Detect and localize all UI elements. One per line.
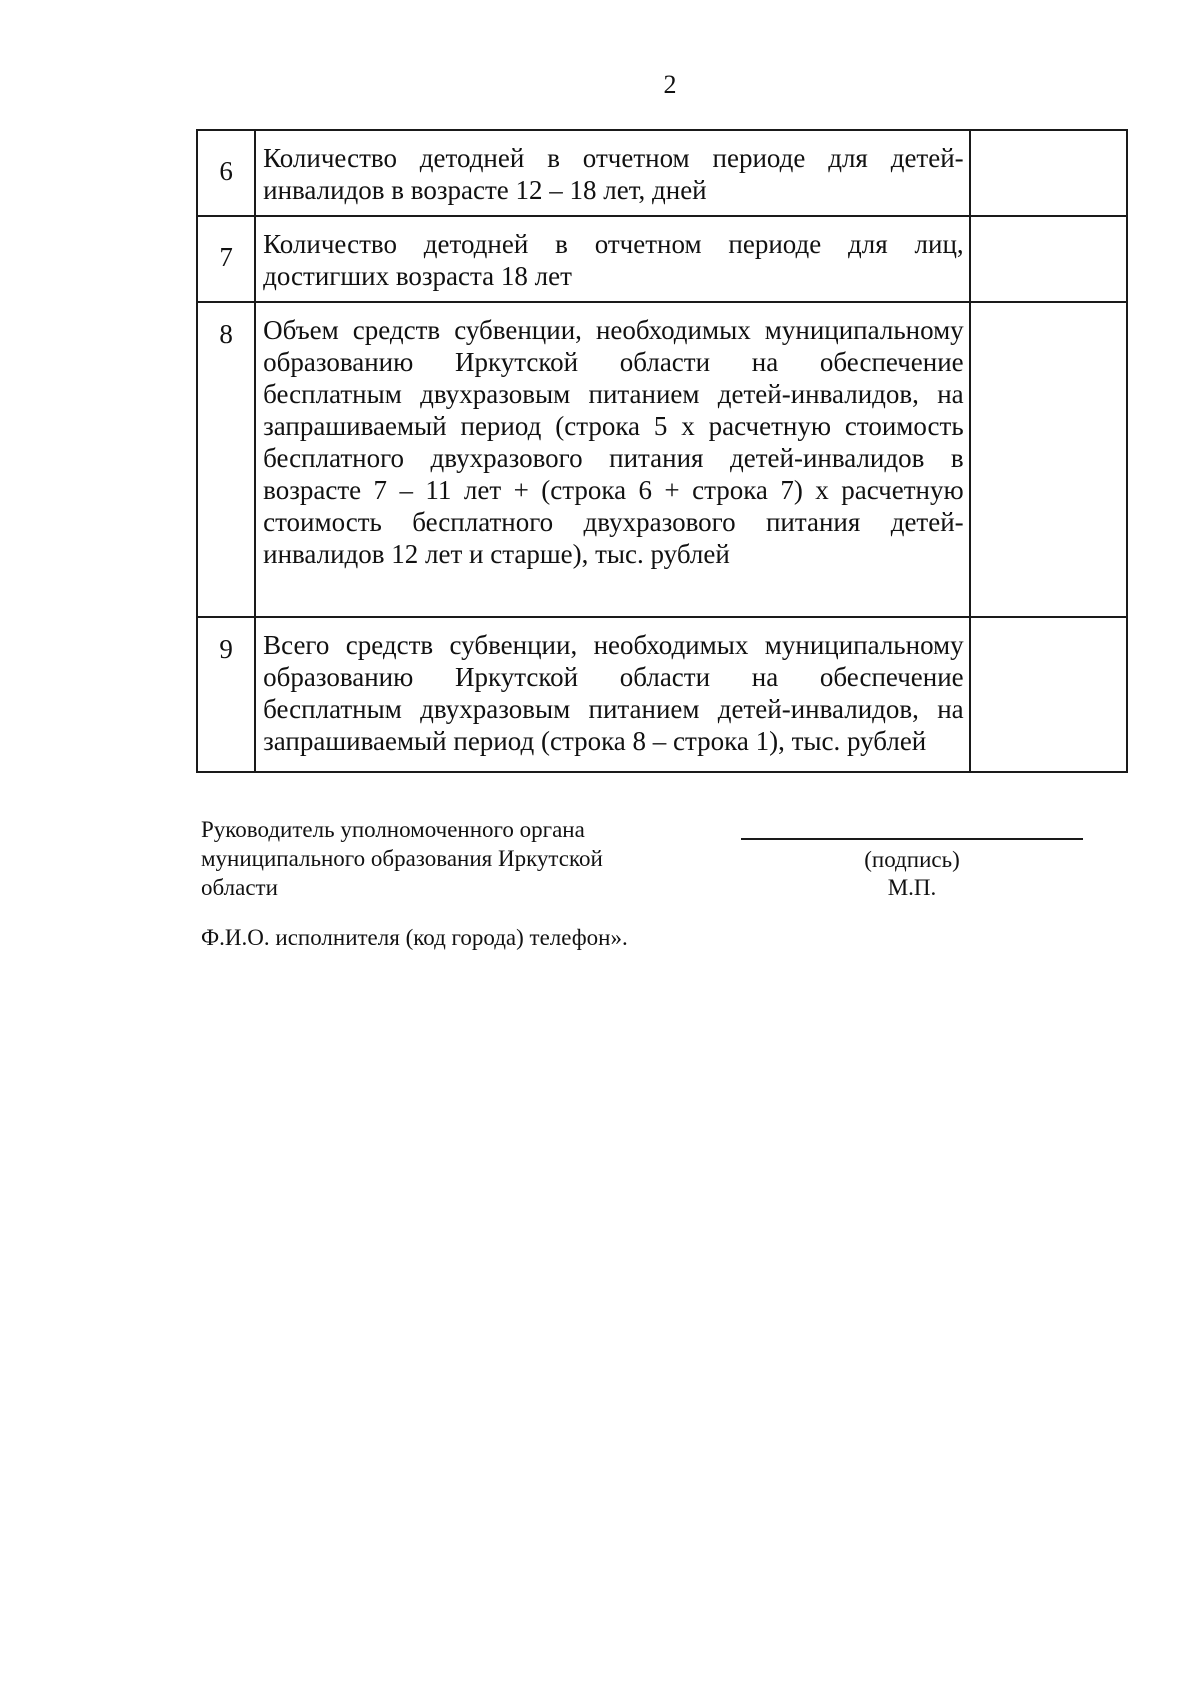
row-description: Всего средств субвенции, необходимых муниципальному образованию Иркутской области на обеспечение бесплатным двухразовым питанием детей-инвалидов, на запрашиваемый период (строка 8 – строка 1), тыс. рублей — [255, 617, 970, 772]
row-value — [970, 302, 1127, 617]
table-row — [197, 130, 1127, 216]
signature-caption: (подпись) — [864, 847, 960, 872]
signer-line: муниципального образования Иркутской — [201, 846, 603, 871]
executor-info: Ф.И.О. исполнителя (код города) телефон». — [201, 925, 628, 950]
row-value — [970, 617, 1127, 772]
signer-line: области — [201, 875, 278, 900]
stamp-caption: М.П. — [887, 875, 937, 900]
signer-title — [201, 815, 661, 902]
table-row — [197, 216, 1127, 302]
row-number: 6 — [197, 130, 255, 216]
row-value — [970, 216, 1127, 302]
table-row — [197, 302, 1127, 617]
row-value — [970, 130, 1127, 216]
table-row — [197, 617, 1127, 772]
row-description: Количество детодней в отчетном периоде для лиц, достигших возраста 18 лет — [255, 216, 970, 302]
row-description: Количество детодней в отчетном периоде для детей-инвалидов в возрасте 12 – 18 лет, дней — [255, 130, 970, 216]
row-description: Объем средств субвенции, необходимых муниципальному образованию Иркутской области на обеспечение бесплатным двухразовым питанием детей-инвалидов, на запрашиваемый период (строка 5 х расчетную стоимость бесплатного двухразового питания детей-инвалидов в возрасте 7 – 11 лет + (строка 6 + строка 7) х расчетную стоимость бесплатного двухразового питания детей-инвалидов 12 лет и старше), тыс. рублей — [255, 302, 970, 617]
row-number: 8 — [197, 302, 255, 617]
row-number: 7 — [197, 216, 255, 302]
row-number: 9 — [197, 617, 255, 772]
page-number: 2 — [663, 70, 677, 99]
signer-line: Руководитель уполномоченного органа — [201, 817, 585, 842]
signature-line — [741, 838, 1083, 840]
report-table — [196, 129, 1128, 773]
